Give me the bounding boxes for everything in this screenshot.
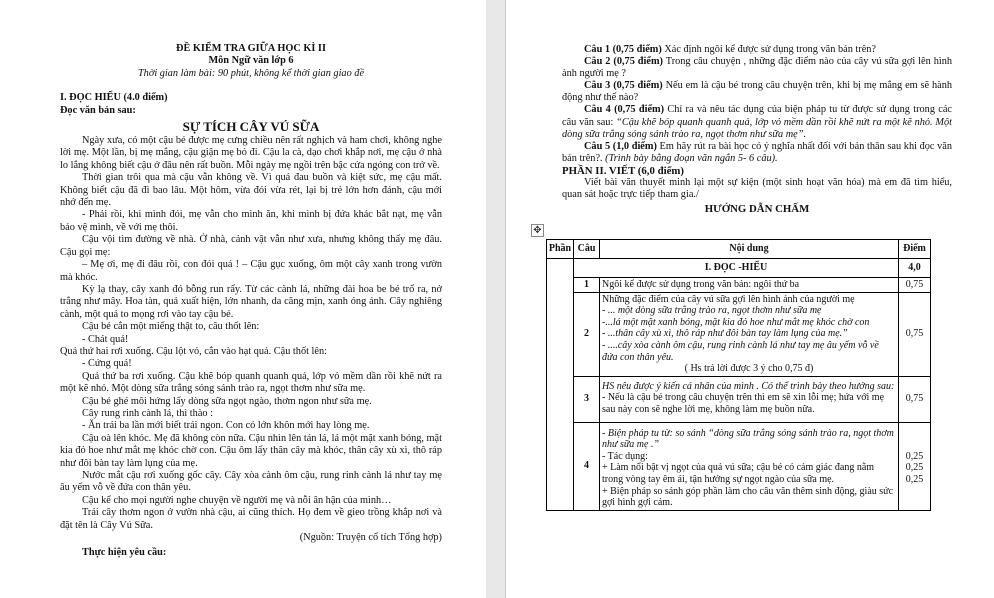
document-page-left bbox=[0, 0, 486, 598]
table-row bbox=[547, 292, 931, 376]
points-value: 0,25 bbox=[905, 473, 924, 485]
writing-prompt: Viết bài văn thuyết minh lại một sự kiện (một sinh hoạt văn hóa) mà em đã tìm hiểu, quan sát hoặc trực tiếp tham gia./ bbox=[562, 177, 952, 201]
exam-text-left bbox=[60, 43, 442, 560]
answer-content-cell bbox=[600, 278, 899, 293]
story-paragraph: Quả thứ ba rơi xuống. Cậu khẽ bóp quanh quanh quả, lớp vỏ mềm dần rồi khẽ nứt ra một kẽ nhỏ. Một dòng sữa trắng sóng sánh trào ra, ngọt thơm như sữa mẹ. bbox=[60, 370, 442, 395]
answer-content-cell bbox=[600, 292, 899, 376]
question-text: Trong câu chuyện , những đặc điểm nào của cây vú sữa gợi lên hình ảnh người mẹ ? bbox=[562, 56, 953, 80]
story-paragraph: - Cứng quá! bbox=[82, 358, 132, 370]
question-4 bbox=[562, 104, 952, 140]
question-note: (Trình bày bằng đoạn văn ngắn 5- 6 câu). bbox=[605, 152, 778, 164]
story-paragraph: Trái cây thơm ngon ở vườn nhà cậu, ai cũng thích. Họ đem về gieo trồng khắp nơi và đặt tên là Cây Vú Sữa. bbox=[60, 507, 442, 531]
section-writing-heading: PHẦN II. VIẾT (6,0 điểm) bbox=[562, 164, 684, 177]
table-row bbox=[547, 278, 931, 293]
story-paragraph: Thời gian trôi qua mà cậu vẫn không về. Vì quá đau buồn và kiệt sức, mẹ cậu mất. Không biết cậu đã đi bao lâu. Một hôm, vừa đói vừa rét, lại bị trẻ lớn hơn đánh, cậu mới nhớ đến mẹ. bbox=[60, 172, 442, 209]
question-3 bbox=[562, 80, 952, 104]
read-label: Đọc văn bản sau: bbox=[60, 104, 136, 116]
story-source: (Nguồn: Truyện cổ tích Tổng hợp) bbox=[299, 532, 442, 544]
grading-table bbox=[546, 239, 931, 511]
table-section-row bbox=[547, 259, 931, 278]
guide-title: HƯỚNG DẪN CHẤM bbox=[704, 203, 810, 216]
header-noi-dung: Nội dung bbox=[600, 240, 899, 259]
table-move-handle-icon[interactable]: ✥ bbox=[531, 224, 544, 237]
points-value: 0,25 bbox=[905, 462, 924, 474]
section-points-cell: 4,0 bbox=[899, 259, 931, 278]
question-2 bbox=[562, 56, 952, 80]
answer-line: + Biện pháp so sánh góp phần làm cho câu văn thêm sinh động, giàu sức gợi hình gợi cảm. bbox=[602, 485, 894, 509]
story-paragraph: Ngày xưa, có một cậu bé được mẹ cưng chiều nên rất nghịch và ham chơi, không nghe lời mẹ. Một lần, bị mẹ mắng, cậu giận mẹ bỏ đi. Cậu la cà, dạo chơi khắp nơi, mẹ cậu ở nhà lo lắng không biết cậu ở đâu nên rất buồn. Mỗi ngày mẹ ngồi trên bậc cửa ngóng con trở về. bbox=[60, 135, 442, 171]
question-text: Xác định ngôi kể được sử dụng trong văn bản trên? bbox=[661, 44, 876, 55]
table-row bbox=[547, 422, 931, 510]
question-label: Câu 4 (0,75 điểm) bbox=[584, 104, 665, 116]
header-diem: Điểm bbox=[899, 240, 931, 259]
question-number-cell: 3 bbox=[574, 376, 600, 422]
story-paragraph: - Ăn trái ba lần mới biết trái ngon. Con có lớn khôn mới hay lòng mẹ. bbox=[82, 420, 370, 432]
answer-content-cell bbox=[600, 376, 899, 422]
answer-line: - ... một dòng sữa trắng trào ra, ngọt thơm như sữa mẹ bbox=[602, 305, 822, 317]
points-cell bbox=[899, 422, 931, 510]
question-5 bbox=[562, 141, 952, 165]
question-label: Câu 3 (0,75 điểm) bbox=[584, 80, 663, 92]
section-reading-heading: I. ĐỌC HIỂU (4.0 điểm) bbox=[60, 92, 168, 104]
exam-title: ĐỀ KIỂM TRA GIỮA HỌC KÌ II bbox=[176, 43, 326, 54]
story-paragraph: - Phải rồi, khi mình đói, mẹ vẫn cho mình ăn, khi mình bị đứa khác bắt nạt, mẹ vẫn bảo vệ mình, về với mẹ thôi. bbox=[60, 209, 442, 233]
points-cell: 0,75 bbox=[899, 292, 931, 376]
question-quote: “Cậu khẽ bóp quanh quanh quả, lớp vỏ mềm dần rồi khẽ nứt ra một kẽ nhỏ. Một dòng sữa trắng sóng sánh trào ra, ngọt thơm như sữa mẹ”. bbox=[562, 116, 953, 140]
table-cell-phan bbox=[547, 259, 574, 511]
answer-content-cell bbox=[600, 422, 899, 510]
points-value: 0,25 bbox=[905, 450, 924, 462]
header-cau: Câu bbox=[574, 240, 600, 259]
points-cell: 0,75 bbox=[899, 278, 931, 293]
exam-time: Thời gian làm bài: 90 phút, không kể thời gian giao đề bbox=[137, 67, 365, 79]
question-number-cell: 1 bbox=[574, 278, 600, 293]
section-label-cell: I. ĐỌC -HIỂU bbox=[574, 259, 899, 278]
answer-line: Những đặc điểm của cây vú sữa gợi lên hình ảnh của người mẹ bbox=[602, 293, 855, 305]
answer-line: - ....cây xòa cành ôm cậu, rung rinh cành lá như tay mẹ âu yếm vỗ về đứa con thân yêu. bbox=[602, 339, 879, 363]
answer-line: - Biện pháp tu từ: so sánh “dòng sữa trắng sóng sánh trào ra, ngọt thơm như sữa mẹ .” bbox=[602, 427, 894, 451]
question-number-cell: 4 bbox=[574, 422, 600, 510]
table-row bbox=[547, 376, 931, 422]
page-gap bbox=[486, 0, 506, 598]
answer-line: + Làm nổi bật vị ngọt của quả vú sữa; cậu bé có cảm giác đang nằm trong vòng tay êm ái, tận hưởng sự ngọt ngào của sữa mẹ. bbox=[602, 462, 875, 485]
question-text: Nếu em là cậu bé trong câu chuyện trên, khi bị mẹ mắng em sẽ hành động như thế nào? bbox=[562, 80, 953, 104]
story-paragraph: Cậu bé cắn một miếng thật to, câu thốt lên: bbox=[82, 321, 260, 333]
question-number-cell: 2 bbox=[574, 292, 600, 376]
story-paragraph: Cây rung rinh cành lá, thì thào : bbox=[82, 407, 213, 419]
story-paragraph: - Chát quá! bbox=[82, 333, 129, 345]
answer-line: - Nếu là cậu bé trong câu chuyện trên thì em sẽ xin lỗi mẹ; hứa với mẹ sau này con sẽ nghe lời mẹ, không làm mẹ buồn nữa. bbox=[602, 392, 885, 415]
answer-line: ( Hs trả lời được 3 ý cho 0,75 đ) bbox=[684, 363, 814, 375]
question-label: Câu 5 (1,0 điểm) bbox=[584, 140, 657, 152]
answer-line: -...lá một mặt xanh bóng, mặt kia đỏ hoe như mắt mẹ khóc chờ con bbox=[602, 316, 870, 328]
points-cell: 0,75 bbox=[899, 376, 931, 422]
header-phan: Phần bbox=[547, 240, 574, 259]
story-paragraph: Kỳ lạ thay, cây xanh đó bỗng run rẩy. Từ các cành lá, những đài hoa be bé trổ ra, nở trắng như mây. Hoa tàn, quả xuất hiện, lớn nhanh, da căng mịn, xanh óng ánh. Cây nghiêng cành, một quả to mọng rơi vào tay cậu bé. bbox=[60, 283, 442, 320]
story-paragraph: Cậu vội tìm đường về nhà. Ở nhà, cảnh vật vẫn như xưa, nhưng không thấy mẹ đâu. Cậu gọi mẹ: bbox=[60, 234, 442, 258]
answer-line: Ngôi kể được sử dụng trong văn bản: ngôi thứ ba bbox=[602, 279, 800, 290]
exam-text-right bbox=[562, 44, 952, 215]
question-1 bbox=[562, 44, 952, 56]
question-label: Câu 1 (0,75 điểm) bbox=[584, 44, 662, 55]
story-paragraph: – Mẹ ơi, mẹ đi đâu rồi, con đói quá ! – Cậu gục xuống, ôm một cây xanh trong vườn mà khóc. bbox=[60, 259, 442, 283]
story-paragraph: Nước mắt cậu rơi xuống gốc cây. Cây xòa cành ôm cậu, rung rinh cành lá như tay mẹ âu yếm vỗ về đứa con thân yêu. bbox=[60, 470, 442, 494]
table-header-row bbox=[547, 240, 931, 259]
answer-line: - ...thân cây xù xì, thô ráp như đôi bàn tay làm lụng của mẹ.” bbox=[602, 328, 848, 340]
story-paragraph: Cậu oà lên khóc. Mẹ đã không còn nữa. Cậu nhìn lên tán lá, lá một mặt xanh bóng, mặt kia đỏ hoe như mắt mẹ khóc chờ con. Cậu ôm lấy thân cây mà khóc, thân cây xù xì, thô ráp như đôi bàn tay làm lụng của mẹ. bbox=[60, 432, 442, 469]
story-paragraph: Cậu kể cho mọi người nghe chuyện về người mẹ và nỗi ân hận của mình… bbox=[82, 494, 392, 506]
question-text: Em hãy rút ra bài học có ý nghĩa nhất đối với bản thân sau khi đọc văn bản trên?. bbox=[562, 140, 952, 164]
question-label: Câu 2 (0,75 điểm) bbox=[584, 56, 663, 68]
exam-subject: Môn Ngữ văn lớp 6 bbox=[208, 55, 294, 67]
story-paragraph: Quả thứ hai rơi xuống. Cậu lột vỏ, cắn vào hạt quả. Cậu thốt lên: bbox=[60, 345, 327, 357]
story-paragraph: Cậu bé ghé môi hứng lấy dòng sữa ngọt ngào, thơm ngon như sữa mẹ. bbox=[82, 395, 372, 407]
story-title: SỰ TÍCH CÂY VÚ SỮA bbox=[182, 119, 320, 135]
answer-line: - Tác dụng: bbox=[602, 450, 648, 462]
answer-line: HS nêu được ý kiến cá nhân của mình . Có thể trình bày theo hướng sau: bbox=[602, 380, 895, 392]
task-heading: Thực hiện yêu cầu: bbox=[82, 547, 167, 559]
question-text: Chỉ ra và nêu tác dụng của biện pháp tu từ được sử dụng trong các câu văn sau: bbox=[562, 104, 952, 128]
